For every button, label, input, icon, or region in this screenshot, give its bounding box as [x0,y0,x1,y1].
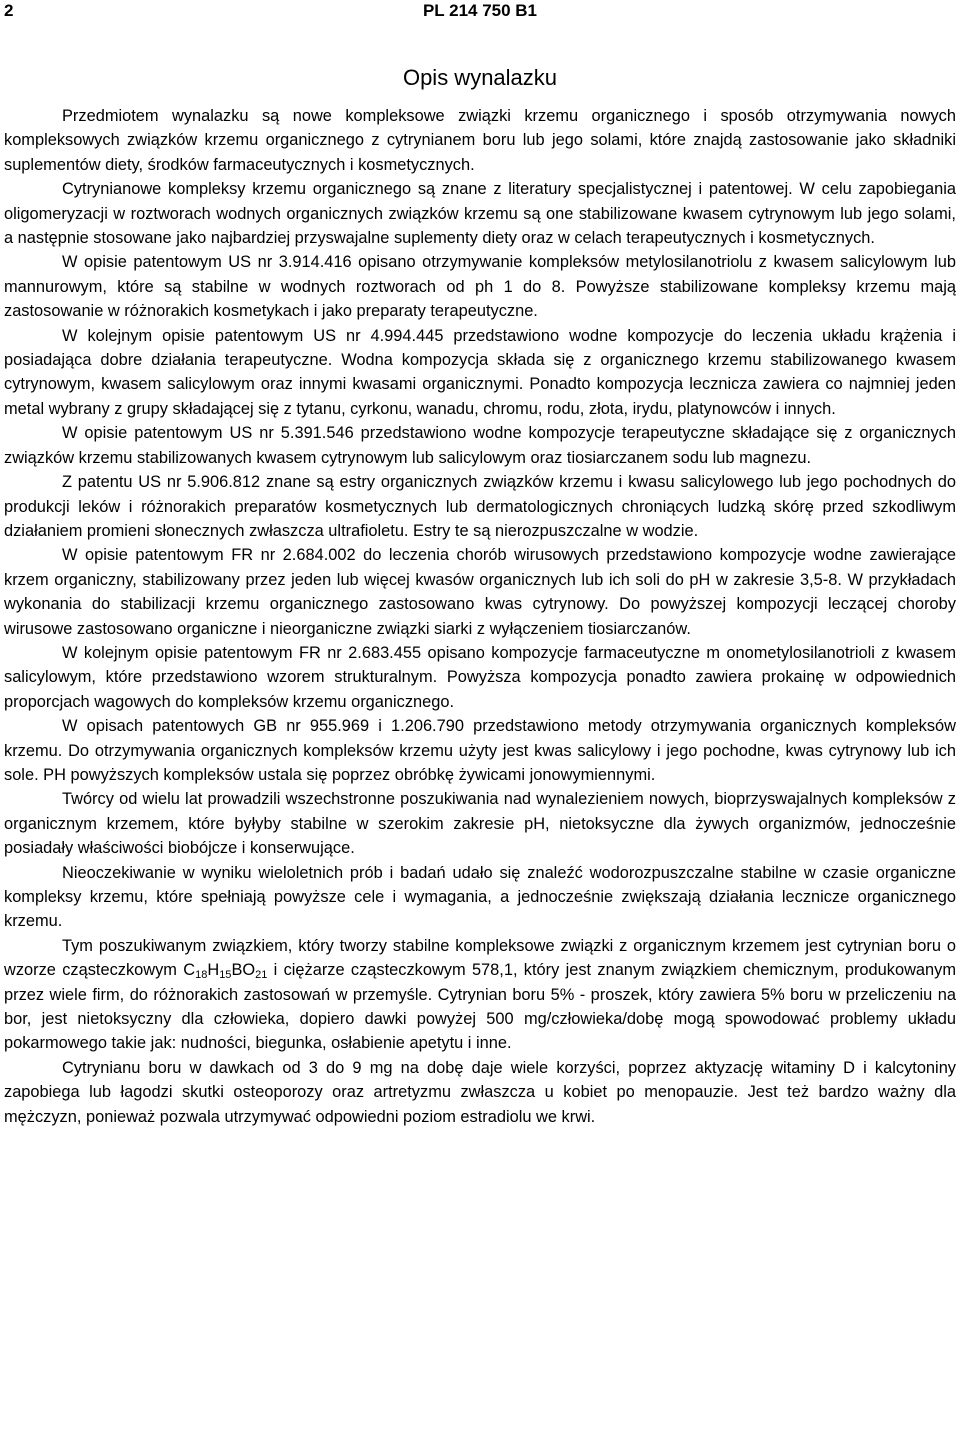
paragraph: Cytrynianowe kompleksy krzemu organicznego są znane z literatury specjalistycznej i patentowej. W celu zapobiegania oligomeryzacji w roztworach wodnych organicznych związków krzemu są one stabilizowane kwasem cytrynowym lub jego solami, a następnie stosowane jako najbardziej przyswajalne suplementy diety oraz w celach terapeutycznych i kosmetycznych. [4,180,956,248]
formula-paragraph [4,934,956,1056]
page-number: 2 [4,1,14,20]
paragraph: W opisach patentowych GB nr 955.969 i 1.206.790 przedstawiono metody otrzymywania organicznych kompleksów krzemu. Do otrzymywania organicznych kompleksów krzemu użyty jest kwas salicylowy i jego pochodne, kwas cytrynowy lub ich sole. PH powyższych kompleksów ustala się poprzez obróbkę żywicami jonowymiennymi. [4,717,956,784]
paragraph: Przedmiotem wynalazku są nowe kompleksowe związki krzemu organicznego i sposób otrzymywania nowych kompleksowych związków krzemu organicznego z cytrynianem boru lub jego solami, które znajdą zastosowanie jako składniki suplementów diety, środków farmaceutycznych i kosmetycznych. [4,107,956,174]
document-id: PL 214 750 B1 [422,1,538,20]
paragraph: W opisie patentowym FR nr 2.684.002 do leczenia chorób wirusowych przedstawiono kompozycje wodne zawierające krzem organiczny, stabilizowany przez jeden lub więcej kwasów organicznych lub ich soli do pH w zakresie 3,5-8. W przykładach wykonania do stabilizacji krzemu organicznego zastosowano kwas cytrynowy. Do powyższej kompozycji leczącej choroby wirusowe zastosowano organiczne i nieorganiczne związki siarki z wyłączeniem tiosiarczanów. [4,546,956,638]
page-header [4,0,956,30]
formula-paragraph-after: i ciężarze cząsteczkowym 578,1, który jest znanym związkiem chemicznym, produkowanym przez wiele firm, do różnorakich zastosowań w przemyśle. Cytrynian boru 5% - proszek, który zawiera 5% boru w przeliczeniu na bor, jest nietoksyczny dla człowieka, dopiero dawki powyżej 500 mg/człowieka/dobę mogą spowodować problemy układu pokarmowego takie jak: nudności, biegunka, osłabienie apetytu i inne. [4,961,956,1053]
molecular-formula: $C_{18}H_{15}BO_{21}$ [183,961,268,982]
paragraph: W kolejnym opisie patentowym US nr 4.994.445 przedstawiono wodne kompozycje do leczenia układu krążenia i posiadająca dobre działania terapeutyczne. Wodna kompozycja składa się z organicznego krzemu stabilizowanego kwasem cytrynowym, kwasem salicylowym oraz innymi kwasami organicznymi. Ponadto kompozycja lecznicza zawiera co najmniej jeden metal wybrany z grupy składającej się z tytanu, cyrkonu, wanadu, chromu, rodu, złota, irydu, platynowców i innych. [4,326,956,418]
paragraph: Twórcy od wielu lat prowadzili wszechstronne poszukiwania nad wynalezieniem nowych, bioprzyswajalnych kompleksów z organicznym krzemem, które byłyby stabilne w szerokim zakresie pH, nietoksyczne dla żywych organizmów, jednocześnie posiadały właściwości biobójcze i konserwujące. [4,790,956,858]
paragraph: W opisie patentowym US nr 5.391.546 przedstawiono wodne kompozycje terapeutyczne składające się z organicznych związków krzemu stabilizowanych kwasem cytrynowym lub salicylowym oraz tiosiarczanem sodu lub magnezu. [4,424,956,467]
paragraph: W kolejnym opisie patentowym FR nr 2.683.455 opisano kompozycje farmaceutyczne m onometylosilanotrioli z kwasem salicylowym, które przedstawiono wzorem strukturalnym. Powyższa kompozycja ponadto zawiera prokainę w odpowiednich proporcjach wagowych do kompleksów krzemu organicznego. [4,643,956,711]
document-body [4,104,956,1129]
paragraph: Z patentu US nr 5.906.812 znane są estry organicznych związków krzemu i kwasu salicylowego lub jego pochodnych do produkcji leków i różnorakich preparatów kosmetycznych lub dermatologicznych chroniących ludzką skórę przed szkodliwym działaniem promieni słonecznych zwłaszcza ultrafioletu. Estry te są nierozpuszczalne w wodzie. [4,473,956,540]
paragraph: W opisie patentowym US nr 3.914.416 opisano otrzymywanie kompleksów metylosilanotriolu z kwasem salicylowym lub mannurowym, które są stabilne w wodnych roztworach od ph 1 do 8. Powyższe stabilizowane kompleksy krzemu mają zastosowanie w różnorakich kosmetykach i jako preparaty terapeutyczne. [4,253,956,321]
paragraph: Nieoczekiwanie w wyniku wieloletnich prób i badań udało się znaleźć wodorozpuszczalne stabilne w czasie organiczne kompleksy krzemu, które spełniają powyższe cele i wymagania, a jednocześnie zwiększają działania lecznicze organicznego krzemu. [4,863,956,931]
paragraph: Cytrynianu boru w dawkach od 3 do 9 mg na dobę daje wiele korzyści, poprzez aktyzację witaminy D i kalcytoniny zapobiega lub łagodzi skutki osteoporozy oraz artretyzmu zwłaszcza u kobiet po menopauzie. Jest też bardzo ważny dla mężczyzn, ponieważ pozwala utrzymywać odpowiedni poziom estradiolu we krwi. [4,1058,956,1126]
formula-paragraph-before: Tym poszukiwanym związkiem, który tworzy stabilne kompleksowe związki z organicznym krzemem jest cytrynian boru o wzorze cząsteczkowym [4,936,956,980]
section-title: Opis wynalazku [402,65,558,90]
